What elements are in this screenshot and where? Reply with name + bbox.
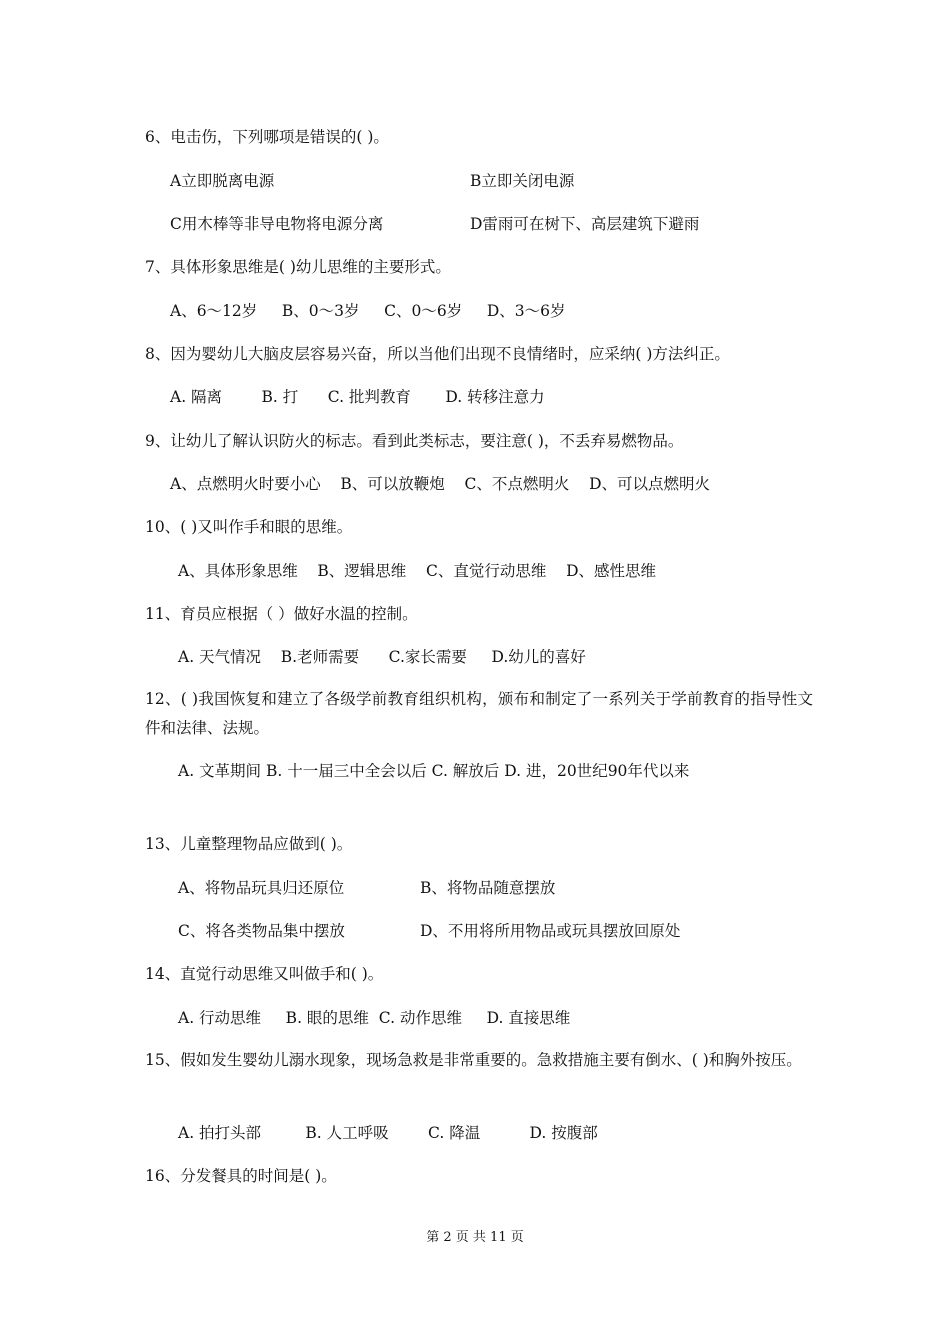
question-14-options: A. 行动思维 B. 眼的思维 C. 动作思维 D. 直接思维 — [178, 1009, 571, 1027]
question-13-option-a: A、将物品玩具归还原位 — [178, 879, 345, 897]
question-12-options: A. 文革期间 B. 十一届三中全会以后 C. 解放后 D. 进，20世纪90年代以来 — [178, 762, 690, 780]
question-13-stem: 13、儿童整理物品应做到( )。 — [145, 835, 353, 853]
question-6-option-c: C用木棒等非导电物将电源分离 — [170, 215, 384, 233]
question-16-stem: 16、分发餐具的时间是( )。 — [145, 1167, 337, 1185]
question-7-stem: 7、具体形象思维是( )幼儿思维的主要形式。 — [145, 258, 451, 276]
question-7-options: A、6～12岁 B、0～3岁 C、0～6岁 D、3～6岁 — [170, 302, 566, 320]
question-6-stem: 6、电击伤，下列哪项是错误的( )。 — [145, 128, 389, 146]
question-6-option-d: D雷雨可在树下、高层建筑下避雨 — [470, 215, 700, 233]
question-8-stem: 8、因为婴幼儿大脑皮层容易兴奋，所以当他们出现不良情绪时，应采纳( )方法纠正。 — [145, 345, 730, 363]
question-10-stem: 10、( )又叫作手和眼的思维。 — [145, 518, 353, 536]
page-footer: 第 2 页 共 11 页 — [426, 1230, 524, 1245]
question-13-option-b: B、将物品随意摆放 — [420, 879, 556, 897]
question-11-options: A. 天气情况 B.老师需要 C.家长需要 D.幼儿的喜好 — [178, 648, 586, 666]
question-10-options: A、具体形象思维 B、逻辑思维 C、直觉行动思维 D、感性思维 — [178, 562, 656, 580]
question-13-option-c: C、将各类物品集中摆放 — [178, 922, 345, 940]
question-8-options: A. 隔离 B. 打 C. 批判教育 D. 转移注意力 — [170, 388, 545, 406]
question-13-option-d: D、不用将所用物品或玩具摆放回原处 — [420, 922, 681, 940]
question-12-stem: 12、( )我国恢复和建立了各级学前教育组织机构，颁布和制定了一系列关于学前教育的指导性文件和法律、法规。 — [145, 690, 813, 737]
question-6-option-a: A立即脱离电源 — [170, 172, 275, 190]
question-15-stem: 15、假如发生婴幼儿溺水现象，现场急救是非常重要的。急救措施主要有倒水、( )和胸外按压。 — [145, 1051, 802, 1069]
question-6-option-b: B立即关闭电源 — [470, 172, 575, 190]
question-14-stem: 14、直觉行动思维又叫做手和( )。 — [145, 965, 384, 983]
question-11-stem: 11、育员应根据（ ）做好水温的控制。 — [145, 605, 418, 623]
question-15-options: A. 拍打头部 B. 人工呼吸 C. 降温 D. 按腹部 — [178, 1124, 598, 1142]
question-9-stem: 9、让幼儿了解认识防火的标志。看到此类标志，要注意( )，不丢弃易燃物品。 — [145, 432, 684, 450]
question-9-options: A、点燃明火时要小心 B、可以放鞭炮 C、不点燃明火 D、可以点燃明火 — [170, 475, 710, 493]
